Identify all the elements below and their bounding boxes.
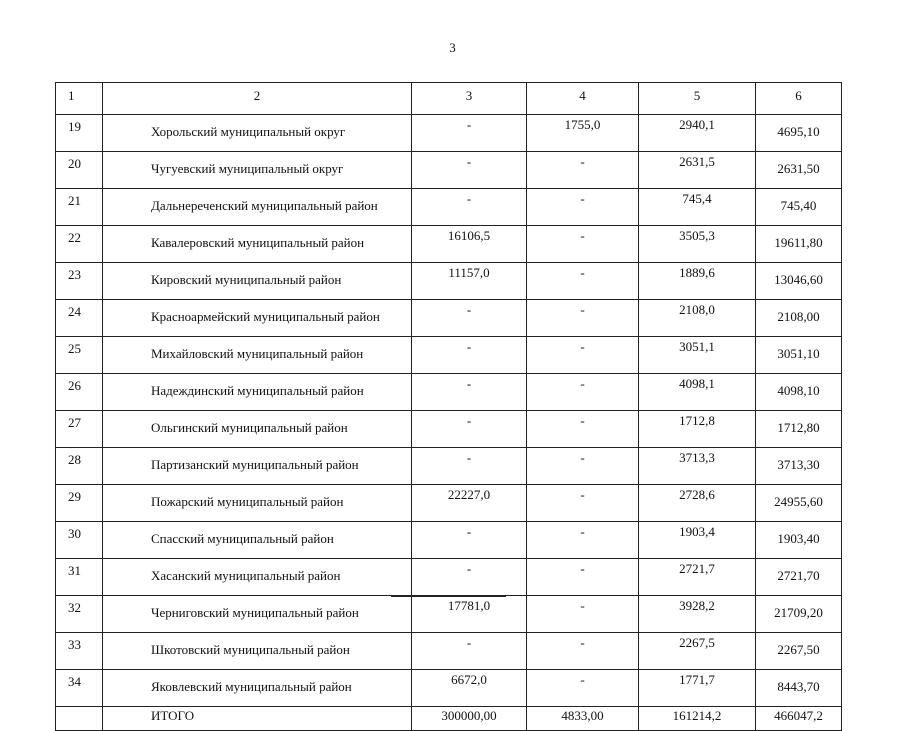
footer-divider [391,596,506,597]
value-col6: 4098,10 [756,374,842,411]
value-col4: - [527,263,639,300]
table-row [56,189,842,226]
value-col4: - [527,633,639,670]
municipality-name: Красноармейский муниципальный район [103,300,412,337]
value-col3: - [412,300,527,337]
value-col6: 1903,40 [756,522,842,559]
value-col3: - [412,559,527,596]
table-row [56,226,842,263]
value-col3: 22227,0 [412,485,527,522]
municipality-name: Шкотовский муниципальный район [103,633,412,670]
row-number: 27 [56,411,103,448]
value-col3: - [412,152,527,189]
row-number: 26 [56,374,103,411]
row-number: 20 [56,152,103,189]
value-col5: 3051,1 [639,337,756,374]
value-col5: 3713,3 [639,448,756,485]
table-row [56,522,842,559]
value-col6: 745,40 [756,189,842,226]
table-row [56,670,842,707]
municipality-name: Спасский муниципальный район [103,522,412,559]
table-row [56,448,842,485]
value-col5: 3505,3 [639,226,756,263]
header-cell-5: 5 [639,83,756,115]
value-col4: 1755,0 [527,115,639,152]
total-municipality-name: ИТОГО [103,707,412,731]
table-row [56,152,842,189]
value-col6: 4695,10 [756,115,842,152]
row-number: 34 [56,670,103,707]
municipality-name: Михайловский муниципальный район [103,337,412,374]
header-cell-6: 6 [756,83,842,115]
value-col4: - [527,559,639,596]
row-number: 22 [56,226,103,263]
value-col4: - [527,670,639,707]
value-col6: 3713,30 [756,448,842,485]
row-number: 23 [56,263,103,300]
table-row [56,633,842,670]
row-number: 29 [56,485,103,522]
table-row [56,300,842,337]
total-value-col5: 161214,2 [639,707,756,731]
municipality-name: Черниговский муниципальный район [103,596,412,633]
header-cell-4: 4 [527,83,639,115]
value-col3: 16106,5 [412,226,527,263]
value-col6: 2721,70 [756,559,842,596]
row-number: 28 [56,448,103,485]
row-number: 30 [56,522,103,559]
value-col6: 3051,10 [756,337,842,374]
value-col5: 1712,8 [639,411,756,448]
row-number: 24 [56,300,103,337]
value-col6: 2631,50 [756,152,842,189]
value-col6: 2267,50 [756,633,842,670]
value-col5: 1771,7 [639,670,756,707]
value-col4: - [527,226,639,263]
row-number: 25 [56,337,103,374]
value-col6: 13046,60 [756,263,842,300]
row-number: 33 [56,633,103,670]
table-row [56,263,842,300]
value-col3: 17781,0 [412,596,527,633]
value-col3: - [412,337,527,374]
value-col4: - [527,300,639,337]
value-col6: 2108,00 [756,300,842,337]
table-body [56,83,842,731]
table-row [56,485,842,522]
data-table [55,82,842,731]
value-col5: 2108,0 [639,300,756,337]
table-row [56,559,842,596]
table-row [56,337,842,374]
municipality-name: Кировский муниципальный район [103,263,412,300]
header-cell-1: 1 [56,83,103,115]
table-row [56,411,842,448]
table-row [56,115,842,152]
value-col4: - [527,448,639,485]
value-col3: - [412,374,527,411]
value-col4: - [527,337,639,374]
value-col3: - [412,448,527,485]
value-col6: 19611,80 [756,226,842,263]
value-col3: - [412,411,527,448]
row-number: 21 [56,189,103,226]
value-col5: 2267,5 [639,633,756,670]
table-row [56,596,842,633]
municipality-name: Ольгинский муниципальный район [103,411,412,448]
total-row [56,707,842,731]
value-col4: - [527,374,639,411]
total-value-col4: 4833,00 [527,707,639,731]
total-value-col3: 300000,00 [412,707,527,731]
total-row-number [56,707,103,731]
total-value-col6: 466047,2 [756,707,842,731]
municipality-name: Яковлевский муниципальный район [103,670,412,707]
row-number: 32 [56,596,103,633]
row-number: 19 [56,115,103,152]
value-col3: 11157,0 [412,263,527,300]
value-col3: - [412,115,527,152]
row-number: 31 [56,559,103,596]
value-col4: - [527,485,639,522]
value-col3: 6672,0 [412,670,527,707]
value-col5: 1903,4 [639,522,756,559]
value-col3: - [412,189,527,226]
value-col5: 2728,6 [639,485,756,522]
value-col5: 1889,6 [639,263,756,300]
value-col6: 24955,60 [756,485,842,522]
municipality-name: Хасанский муниципальный район [103,559,412,596]
municipality-name: Чугуевский муниципальный округ [103,152,412,189]
municipality-name: Надеждинский муниципальный район [103,374,412,411]
value-col4: - [527,189,639,226]
value-col6: 8443,70 [756,670,842,707]
header-row [56,83,842,115]
municipality-name: Дальнереченский муниципальный район [103,189,412,226]
municipality-name: Пожарский муниципальный район [103,485,412,522]
value-col4: - [527,522,639,559]
value-col5: 3928,2 [639,596,756,633]
municipality-name: Хорольский муниципальный округ [103,115,412,152]
value-col4: - [527,411,639,448]
value-col3: - [412,633,527,670]
value-col6: 1712,80 [756,411,842,448]
value-col3: - [412,522,527,559]
header-cell-3: 3 [412,83,527,115]
municipality-name: Кавалеровский муниципальный район [103,226,412,263]
value-col5: 2721,7 [639,559,756,596]
table-row [56,374,842,411]
municipality-name: Партизанский муниципальный район [103,448,412,485]
value-col5: 2631,5 [639,152,756,189]
page-number: 3 [449,40,456,55]
value-col4: - [527,152,639,189]
value-col5: 2940,1 [639,115,756,152]
value-col5: 745,4 [639,189,756,226]
value-col4: - [527,596,639,633]
value-col5: 4098,1 [639,374,756,411]
header-cell-2: 2 [103,83,412,115]
value-col6: 21709,20 [756,596,842,633]
